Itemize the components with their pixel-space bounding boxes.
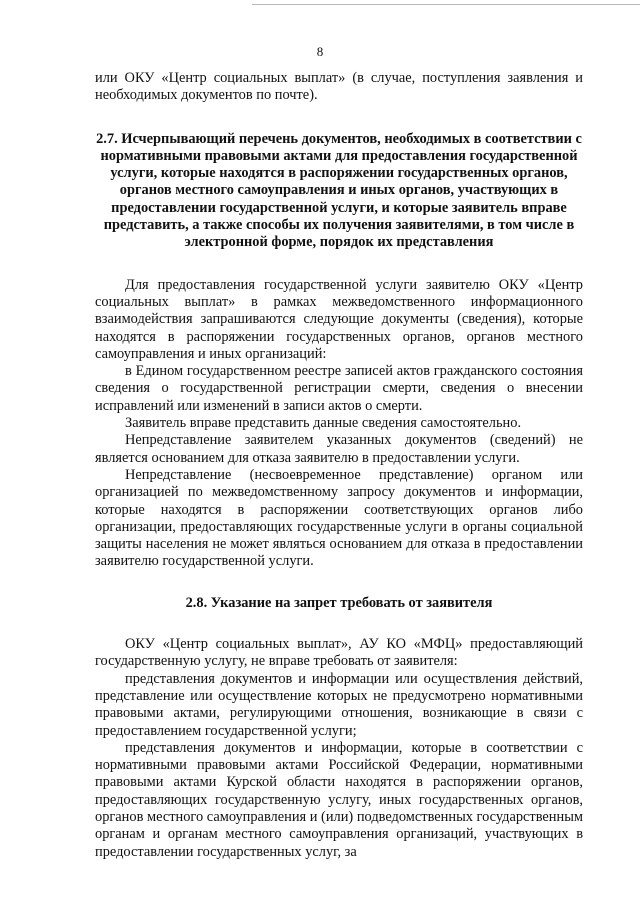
section-2-7-paragraph: Для предоставления государственной услуги заявителю ОКУ «Центр социальных выплат» в рамках межведомственного информационного взаимодействия запрашиваются следующие документы (сведения), которые находятся в распоряжении государственных органов, органов местного самоуправления и иных организаций:: [95, 276, 583, 362]
section-2-7-paragraph: Заявитель вправе представить данные сведения самостоятельно.: [125, 415, 522, 432]
document-body: [95, 70, 583, 861]
page-number: 8: [316, 44, 324, 59]
section-2-7-heading: 2.7. Исчерпывающий перечень документов, необходимых в соответствии с нормативными правовыми актами для предоставления государственной услуги, которые находятся в распоряжении государственных органов, органов местного самоуправления и иных органов, участвующих в предоставлении государственной услуги, и которые заявитель вправе представить, а также способы их получения заявителями, в том числе в электронной форме, порядок их представления: [96, 130, 582, 251]
section-2-8-paragraph: представления документов и информации, которые в соответствии с нормативными правовыми актами Российской Федерации, нормативными правовыми актами Курской области находятся в распоряжении органов, предоставляющих государственную услугу, иных государственных органов, органов местного самоуправления и (или) подведомственных государственным органам и органам местного самоуправления организаций, участвующих в предоставлении государственных услуг, за: [95, 739, 583, 860]
section-2-7-paragraph: Непредставление (несвоевременное представление) органом или организацией по межведомственному запросу документов и информации, которые находятся в распоряжении соответствующих органов либо организации, предоставляющих государственные услуги в органы социальной защиты населения не может являться основанием для отказа в предоставлении заявителю государственной услуги.: [95, 466, 583, 570]
scan-border-line: [252, 4, 640, 5]
section-2-7-paragraph: Непредставление заявителем указанных документов (сведений) не является основанием для отказа заявителю в предоставлении услуги.: [95, 432, 583, 466]
intro-paragraph: или ОКУ «Центр социальных выплат» (в случае, поступления заявления и необходимых документов по почте).: [95, 70, 583, 104]
section-2-8-paragraph: ОКУ «Центр социальных выплат», АУ КО «МФЦ» предоставляющий государственную услугу, не вправе требовать от заявителя:: [95, 636, 583, 670]
section-2-7-paragraph: в Едином государственном реестре записей актов гражданского состояния сведения о государственной регистрации смерти, сведения о внесении исправлений или изменений в записи актов о смерти.: [95, 363, 583, 414]
section-2-8-paragraph: представления документов и информации или осуществления действий, представление или осуществление которых не предусмотрено нормативными правовыми актами, регулирующими отношения, возникающие в связи с предоставлением государственной услуги;: [95, 670, 583, 739]
section-2-8-heading: 2.8. Указание на запрет требовать от заявителя: [185, 594, 493, 611]
